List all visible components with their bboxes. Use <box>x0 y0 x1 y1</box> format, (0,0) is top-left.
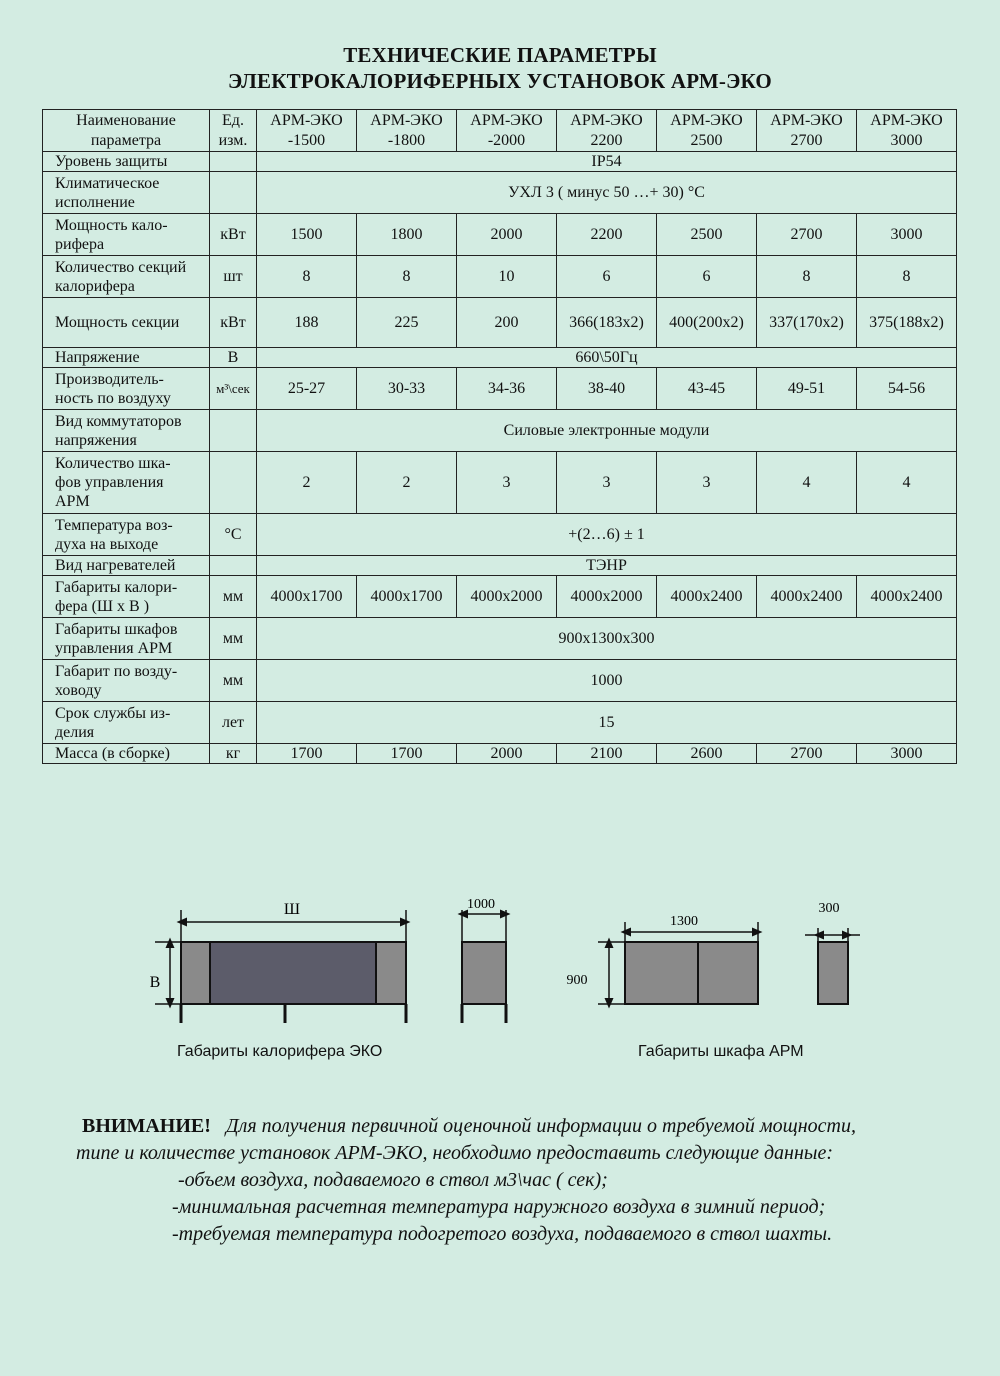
cell-line: Уровень защиты <box>55 153 168 170</box>
cell-line: духа на выходе <box>55 535 159 553</box>
merged-value-cell: ТЭНР <box>257 556 957 576</box>
parameter-name <box>43 172 210 214</box>
value-cell: 2700 <box>757 214 857 256</box>
value-cell: 3 <box>457 452 557 514</box>
cell-line: фера (Ш х В ) <box>55 597 150 615</box>
unit-cell: мм <box>210 576 257 618</box>
table-row <box>43 214 957 256</box>
unit-cell: мм <box>210 618 257 660</box>
table-row <box>43 556 957 576</box>
value-cell: 2500 <box>657 214 757 256</box>
cell-line: Срок службы из- <box>55 704 171 722</box>
value-cell: 1800 <box>357 214 457 256</box>
unit-cell: В <box>210 348 257 368</box>
value-cell: 375(188х2) <box>857 298 957 348</box>
parameter-name <box>43 152 210 172</box>
cabinet-front-drawing <box>567 914 759 1004</box>
value-cell: 400(200х2) <box>657 298 757 348</box>
value-cell: 200 <box>457 298 557 348</box>
title-line-2: ЭЛЕКТРОКАЛОРИФЕРНЫХ УСТАНОВОК АРМ-ЭКО <box>228 69 772 93</box>
header-model <box>657 110 757 152</box>
cabinet-width-label: 1300 <box>670 914 698 929</box>
cell-line: АРМ-ЭКО <box>270 111 343 129</box>
table-row <box>43 744 957 764</box>
table-row <box>43 618 957 660</box>
value-cell: 4000х1700 <box>257 576 357 618</box>
parameter-name <box>43 514 210 556</box>
value-cell: 8 <box>857 256 957 298</box>
value-cell: 4000х2400 <box>857 576 957 618</box>
merged-value-cell: 660\50Гц <box>257 348 957 368</box>
value-cell: 4000х2000 <box>557 576 657 618</box>
note-line-4: -минимальная расчетная температура наружного воздуха в зимний период; <box>172 1196 826 1218</box>
cell-line: Ед. <box>222 111 244 129</box>
merged-value-cell: +(2…6) ± 1 <box>257 514 957 556</box>
parameter-name <box>43 348 210 368</box>
value-cell: 188 <box>257 298 357 348</box>
header-model <box>757 110 857 152</box>
cabinet-depth-label: 300 <box>818 901 840 916</box>
value-cell: 34-36 <box>457 368 557 410</box>
note-line-3: -объем воздуха, подаваемого в ствол м3\час ( сек); <box>178 1169 608 1191</box>
merged-value-cell: 1000 <box>257 660 957 702</box>
cell-line: Количество шка- <box>55 455 171 472</box>
unit-cell: °С <box>210 514 257 556</box>
cell-line: напряжения <box>55 431 137 449</box>
parameter-name <box>43 618 210 660</box>
cell-line: Напряжение <box>55 349 140 366</box>
cell-line: Мощность кало- <box>55 216 168 234</box>
value-cell: 43-45 <box>657 368 757 410</box>
note-line-1: Для получения первичной оценочной информации о требуемой мощности, <box>225 1115 856 1137</box>
parameter-name <box>43 368 210 410</box>
unit-cell <box>210 452 257 514</box>
value-cell: 8 <box>357 256 457 298</box>
value-cell: 337(170х2) <box>757 298 857 348</box>
unit-cell: мм <box>210 660 257 702</box>
cell-line: делия <box>55 723 95 741</box>
cell-line: Количество секций <box>55 258 187 276</box>
header-parameter-name <box>43 110 210 152</box>
heater-front-drawing <box>150 901 406 1023</box>
table-row <box>43 452 957 514</box>
value-cell: 2100 <box>557 744 657 764</box>
depth-label-1000: 1000 <box>467 897 495 912</box>
parameter-name <box>43 410 210 452</box>
cell-line: калорифера <box>55 277 135 295</box>
cell-line: Наименование <box>76 111 176 129</box>
parameter-name <box>43 702 210 744</box>
value-cell: 6 <box>657 256 757 298</box>
cell-line: 2700 <box>790 131 823 149</box>
value-cell: 30-33 <box>357 368 457 410</box>
width-label-sh: Ш <box>283 901 301 918</box>
parameter-name <box>43 660 210 702</box>
table-row <box>43 256 957 298</box>
table-row <box>43 702 957 744</box>
cell-line: ховоду <box>55 681 102 699</box>
value-cell: 2000 <box>457 214 557 256</box>
value-cell: 6 <box>557 256 657 298</box>
cell-line: -2000 <box>487 131 526 149</box>
warning-label: ВНИМАНИЕ! <box>82 1115 211 1137</box>
table-row <box>43 410 957 452</box>
value-cell: 2200 <box>557 214 657 256</box>
cell-line: АРМ-ЭКО <box>770 111 843 129</box>
cell-line: управления АРМ <box>55 639 173 657</box>
heater-caption: Габариты калорифера ЭКО <box>177 1043 383 1060</box>
value-cell: 54-56 <box>857 368 957 410</box>
value-cell: 2 <box>357 452 457 514</box>
value-cell: 3 <box>557 452 657 514</box>
height-label-v: В <box>149 974 161 991</box>
parameter-name <box>43 298 210 348</box>
unit-cell: кВт <box>210 214 257 256</box>
value-cell: 1700 <box>257 744 357 764</box>
unit-cell <box>210 410 257 452</box>
parameter-name <box>43 556 210 576</box>
cell-line: Температура воз- <box>55 516 173 534</box>
attention-note <box>60 1113 960 1248</box>
header-model <box>557 110 657 152</box>
cell-line: 2200 <box>590 131 623 149</box>
value-cell: 2600 <box>657 744 757 764</box>
value-cell: 8 <box>257 256 357 298</box>
merged-value-cell: Силовые электронные модули <box>257 410 957 452</box>
table-row <box>43 576 957 618</box>
value-cell: 2000 <box>457 744 557 764</box>
header-model <box>457 110 557 152</box>
table-row <box>43 152 957 172</box>
merged-value-cell: 15 <box>257 702 957 744</box>
value-cell: 49-51 <box>757 368 857 410</box>
table-row <box>43 660 957 702</box>
table-row <box>43 172 957 214</box>
cabinet-caption: Габариты шкафа АРМ <box>638 1043 804 1060</box>
note-line-5: -требуемая температура подогретого воздуха, подаваемого в ствол шахты. <box>172 1223 833 1245</box>
parameter-name <box>43 452 210 514</box>
unit-cell: лет <box>210 702 257 744</box>
unit-cell: шт <box>210 256 257 298</box>
parameter-name <box>43 214 210 256</box>
cabinet-side-drawing <box>805 901 860 1004</box>
parameters-table <box>42 109 957 764</box>
value-cell: 4 <box>857 452 957 514</box>
document-title <box>0 42 1000 94</box>
value-cell: 4000х2400 <box>757 576 857 618</box>
heater-side-drawing <box>462 897 506 1023</box>
parameter-name <box>43 256 210 298</box>
cell-line: АРМ-ЭКО <box>670 111 743 129</box>
value-cell: 4 <box>757 452 857 514</box>
value-cell: 225 <box>357 298 457 348</box>
merged-value-cell: 900х1300х300 <box>257 618 957 660</box>
dimension-drawings <box>0 880 1000 1080</box>
unit-cell: кг <box>210 744 257 764</box>
unit-cell <box>210 152 257 172</box>
note-line-2: типе и количестве установок АРМ-ЭКО, необходимо предоставить следующие данные: <box>76 1142 833 1164</box>
value-cell: 366(183х2) <box>557 298 657 348</box>
header-model <box>357 110 457 152</box>
cell-line: Вид нагревателей <box>55 557 176 574</box>
value-cell: 3000 <box>857 744 957 764</box>
value-cell: 1700 <box>357 744 457 764</box>
cell-line: -1500 <box>287 131 326 149</box>
value-cell: 3000 <box>857 214 957 256</box>
value-cell: 10 <box>457 256 557 298</box>
value-cell: 3 <box>657 452 757 514</box>
unit-cell <box>210 556 257 576</box>
cell-line: 2500 <box>690 131 723 149</box>
table-header-row <box>43 110 957 152</box>
cell-line: исполнение <box>55 193 135 211</box>
parameter-name <box>43 744 210 764</box>
header-unit <box>210 110 257 152</box>
unit-cell <box>210 172 257 214</box>
cell-line: АРМ <box>55 493 90 510</box>
merged-value-cell: УХЛ 3 ( минус 50 …+ 30) °С <box>257 172 957 214</box>
cell-line: фов управления <box>55 474 164 491</box>
table-row <box>43 368 957 410</box>
cell-line: Габариты шкафов <box>55 620 178 638</box>
value-cell: 25-27 <box>257 368 357 410</box>
cell-line: Габариты калори- <box>55 578 178 596</box>
value-cell: 38-40 <box>557 368 657 410</box>
value-cell: 8 <box>757 256 857 298</box>
value-cell: 4000х1700 <box>357 576 457 618</box>
value-cell: 2700 <box>757 744 857 764</box>
header-model <box>257 110 357 152</box>
parameter-name <box>43 576 210 618</box>
header-model <box>857 110 957 152</box>
cell-line: АРМ-ЭКО <box>870 111 943 129</box>
unit-cell: м³\сек <box>210 368 257 410</box>
unit-cell: кВт <box>210 298 257 348</box>
table-row <box>43 348 957 368</box>
cell-line: изм. <box>218 131 248 149</box>
cell-line: параметра <box>90 131 162 149</box>
cell-line: 3000 <box>890 131 923 149</box>
table-row <box>43 298 957 348</box>
value-cell: 1500 <box>257 214 357 256</box>
title-line-1: ТЕХНИЧЕСКИЕ ПАРАМЕТРЫ <box>343 43 657 67</box>
cell-line: ность по воздуху <box>55 389 171 407</box>
cell-line: Климатическое <box>55 174 160 192</box>
value-cell: 4000х2400 <box>657 576 757 618</box>
cell-line: -1800 <box>387 131 426 149</box>
cabinet-height-label: 900 <box>566 973 588 988</box>
value-cell: 2 <box>257 452 357 514</box>
cell-line: Габарит по возду- <box>55 662 178 680</box>
cell-line: рифера <box>55 235 105 253</box>
cell-line: Масса (в сборке) <box>55 745 170 762</box>
value-cell: 4000х2000 <box>457 576 557 618</box>
cell-line: Вид коммутаторов <box>55 412 182 430</box>
cell-line: АРМ-ЭКО <box>570 111 643 129</box>
cell-line: АРМ-ЭКО <box>370 111 443 129</box>
merged-value-cell: IP54 <box>257 152 957 172</box>
cell-line: Мощность секции <box>55 314 180 331</box>
cell-line: Производитель- <box>55 370 164 388</box>
cell-line: АРМ-ЭКО <box>470 111 543 129</box>
table-row <box>43 514 957 556</box>
